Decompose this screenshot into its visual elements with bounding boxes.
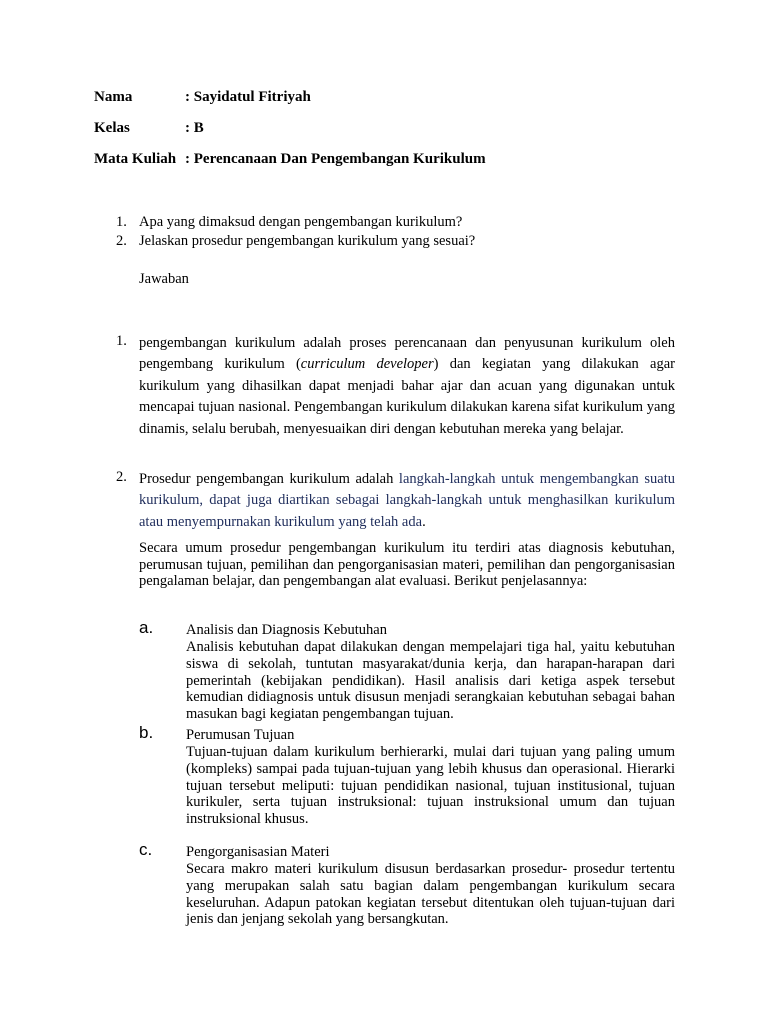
answer-1-text: pengembangan kurikulum adalah proses perencanaan dan penyusunan kurikulum oleh pengembang kurikulum (curriculum developer) dan kegiatan yang dilakukan agar kurikulum yang dihasilkan dapat menjadi bahar ajar dan acuan yang digunakan untuk mencapai tujuan nasional. Pengembangan kurikulum dilakukan karena sifat kurikulum yang dinamis, selalu berubah, menyesuaikan diri dengan kebutuhan mereka yang belajar.: [139, 335, 675, 437]
question-item: 2. Jelaskan prosedur pengembangan kurikulum yang sesuai?: [116, 233, 476, 249]
answer-2-paragraph: Secara umum prosedur pengembangan kurikulum itu terdiri atas diagnosis kebutuhan, perumusan tujuan, pemilihan dan pengorganisasian materi, pemilihan dan pengorganisasian pengalaman belajar, dan pengembangan alat evaluasi. Berikut penjelasannya:: [139, 540, 675, 589]
subitem-text: Analisis kebutuhan dapat dilakukan dengan mempelajari tiga hal, yaitu kebutuhan siswa di sekolah, tuntutan masyarakat/dunia kerja, dan harapan-harapan dari pemerintah (kebijakan pendidikan). Hasil analisis dari ketiga aspek tersebut kemudian didiagnosis untuk disusun menjadi serangkaian kebutuhan sebagai bahan masukan bagi kegiatan pengembangan tujuan.: [186, 639, 675, 723]
nama-value: : Sayidatul Fitriyah: [185, 89, 311, 105]
question-item: 1. Apa yang dimaksud dengan pengembangan kurikulum?: [116, 214, 463, 230]
subitem-title: Analisis dan Diagnosis Kebutuhan: [186, 622, 387, 638]
kelas-label: Kelas: [94, 120, 130, 136]
header-mata-kuliah: [94, 150, 486, 168]
kelas-value: : B: [185, 120, 204, 136]
mata-kuliah-value: : Perencanaan Dan Pengembangan Kurikulum: [185, 151, 486, 167]
subitem-text: Secara makro materi kurikulum disusun berdasarkan prosedur- prosedur tertentu yang merupakan salah satu bagian dalam pengembangan kurikulum secara keseluruhan. Adapun patokan kegiatan tersebut ditentukan oleh tujuan-tujuan dari jenis dan jenjang sekolah yang bersangkutan.: [186, 861, 675, 928]
header-nama: [94, 88, 311, 106]
answer-number: 2.: [116, 469, 127, 485]
mata-kuliah-label: Mata Kuliah: [94, 151, 177, 167]
subitem-letter: c.: [139, 840, 153, 859]
answer-2-text: Prosedur pengembangan kurikulum adalah langkah-langkah untuk mengembangkan suatu kurikulum, dapat juga diartikan sebagai langkah-langkah untuk menghasilkan kurikulum atau menyempurnakan kurikulum yang telah ada.: [139, 471, 675, 530]
subitem-title: Perumusan Tujuan: [186, 727, 295, 743]
highlighted-definition: langkah-langkah untuk mengembangkan suatu kurikulum, dapat juga diartikan sebagai langkah-langkah untuk menghasilkan kurikulum atau menyempurnakan kurikulum yang telah ada: [139, 471, 675, 530]
header-kelas: [94, 119, 204, 137]
question-list: [116, 213, 475, 251]
nama-label: Nama: [94, 89, 133, 105]
answer-number: 1.: [116, 333, 127, 349]
subitem-title: Pengorganisasian Materi: [186, 844, 330, 860]
subitem-text: Tujuan-tujuan dalam kurikulum berhierarki, mulai dari tujuan yang paling umum (kompleks) sampai pada tujuan-tujuan yang lebih khusus dan operasional. Hierarki tujuan tersebut meliputi: tujuan pendidikan nasional, tujuan institusional, tujuan kurikuler, serta tujuan instruksional: tujuan instruksional umum dan tujuan instruksional khusus.: [186, 744, 675, 828]
subitem-letter: a.: [139, 618, 154, 637]
answer-heading: Jawaban: [139, 271, 189, 287]
subitem-letter: b.: [139, 723, 154, 742]
